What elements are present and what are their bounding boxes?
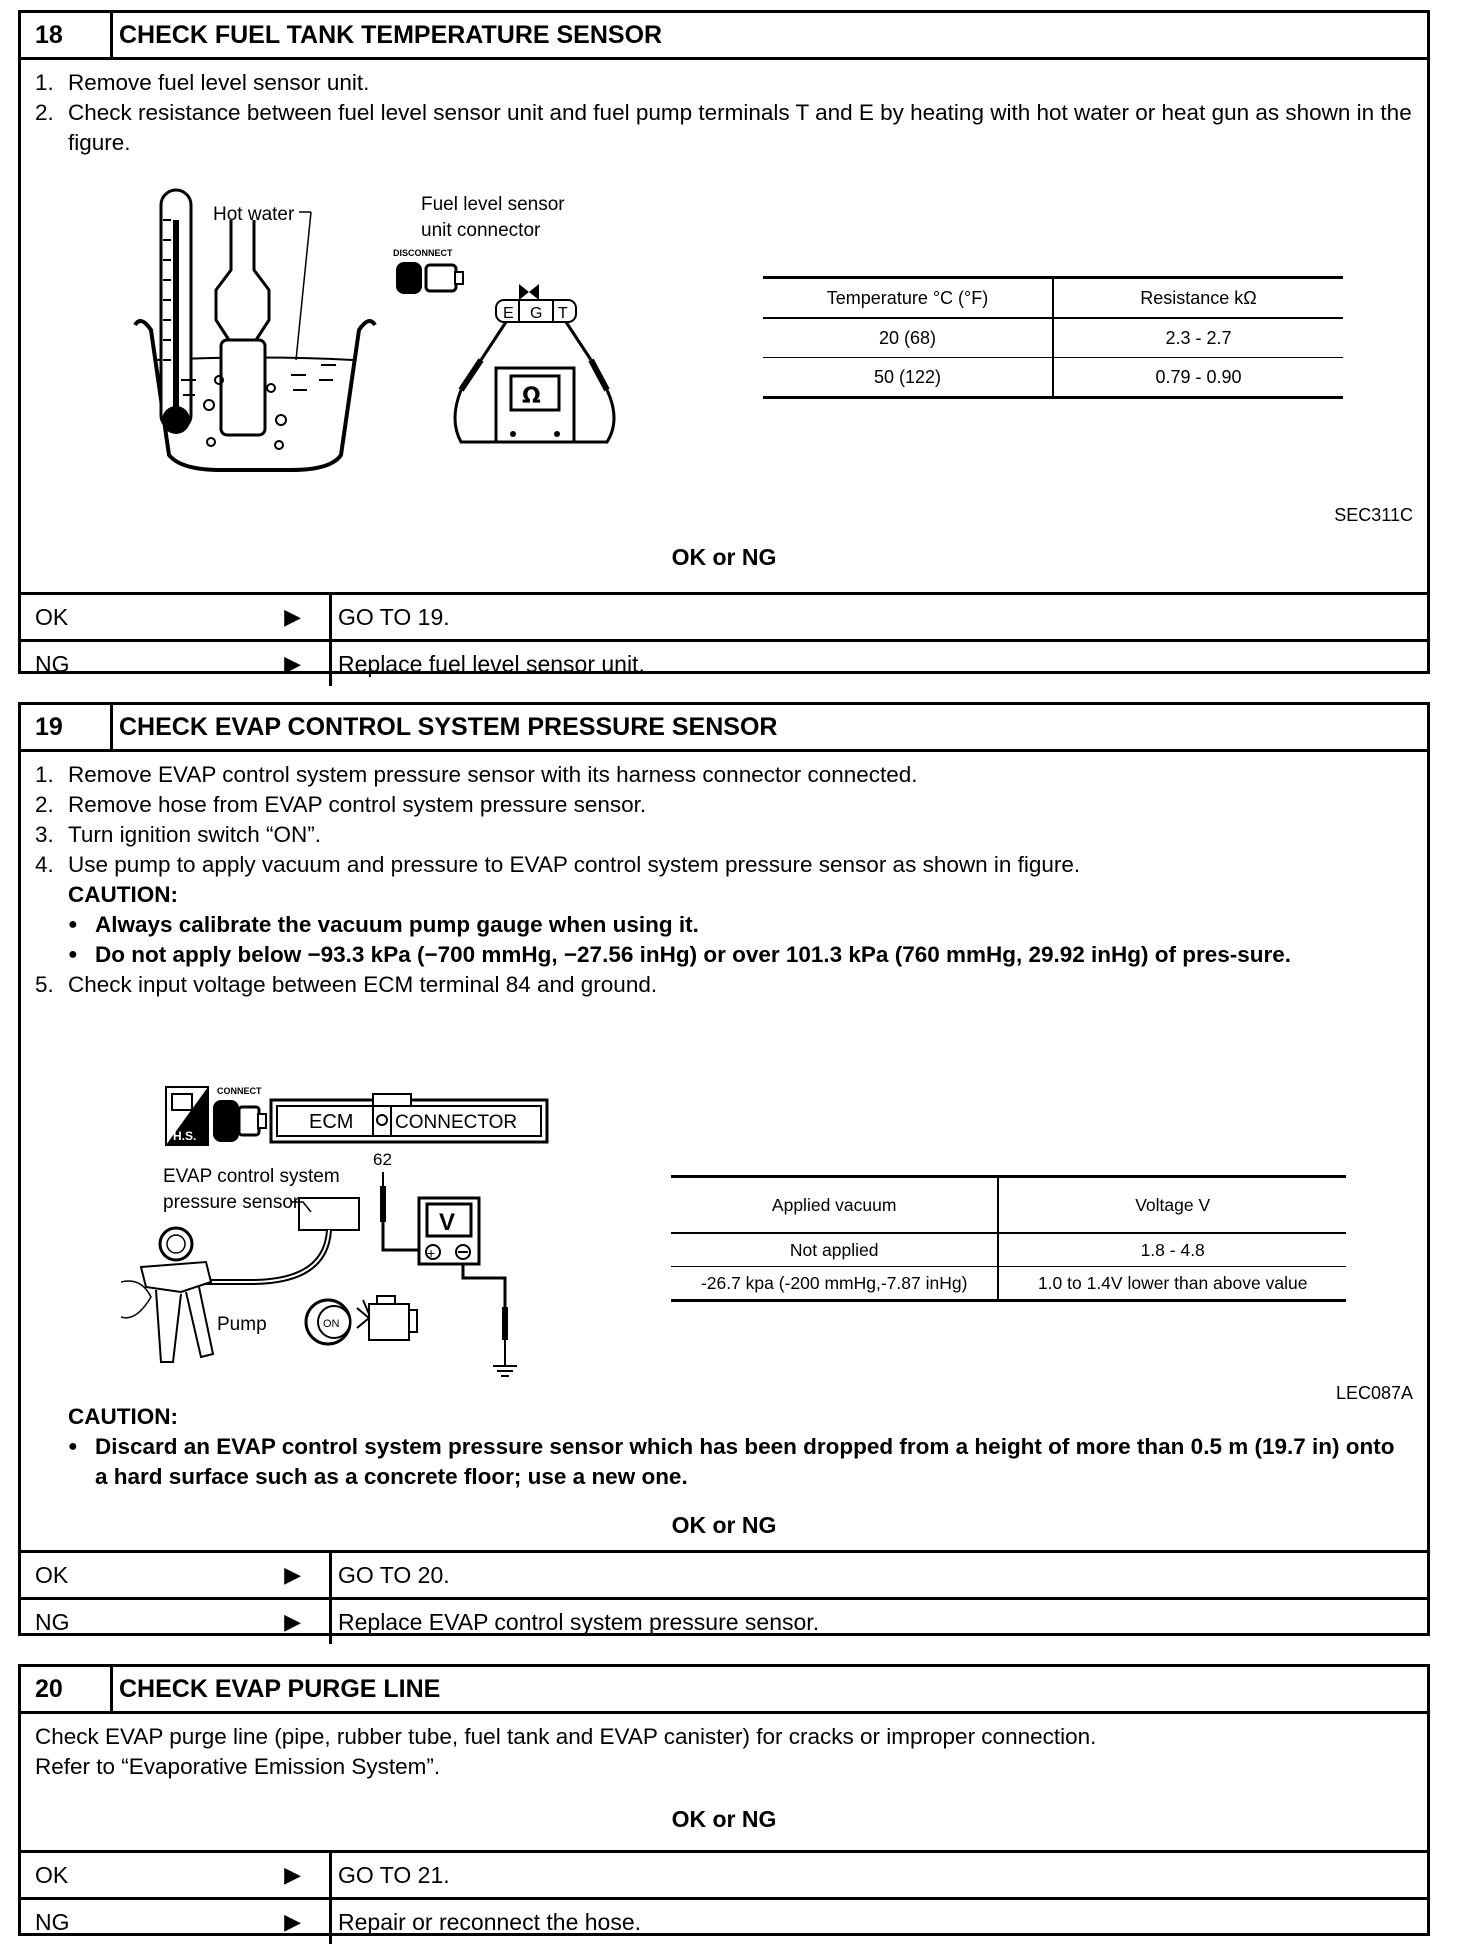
step-18-block: [18, 10, 1430, 677]
table-header: Resistance kΩ: [1053, 278, 1343, 318]
step-number: 18: [21, 13, 113, 57]
table-cell: 50 (122): [763, 358, 1053, 398]
result-row-ng: [21, 1897, 1427, 1944]
result-row-ok: [21, 1550, 1427, 1597]
instruction-item: 2. Check resistance between fuel level sensor unit and fuel pump terminals T and E by heating with hot water or heat gun as shown in the figure.: [35, 100, 1412, 155]
body-text: Check EVAP purge line (pipe, rubber tube, fuel tank and EVAP canister) for cracks or improper connection.: [35, 1724, 1097, 1749]
sensor-connector-label-line1: Fuel level sensor: [421, 194, 565, 215]
instruction-item: 1. Remove fuel level sensor unit.: [35, 70, 370, 95]
result-action: Repair or reconnect the hose.: [338, 1908, 642, 1935]
instruction-item: 5. Check input voltage between ECM terminal 84 and ground.: [35, 972, 658, 997]
figure-code: LEC087A: [1335, 1383, 1413, 1403]
result-label: OK: [35, 1561, 69, 1588]
result-action: Replace EVAP control system pressure sensor.: [338, 1608, 820, 1635]
step-18-header: [21, 13, 1427, 60]
instruction-list: [21, 60, 1427, 158]
step-number: 19: [21, 705, 113, 749]
figure-code: SEC311C: [1334, 505, 1413, 525]
step-20-body: [21, 1714, 1427, 1850]
voltage-spec-table: [671, 1175, 1346, 1302]
svg-text:ON: ON: [323, 1318, 340, 1330]
table-cell: 0.79 - 0.90: [1155, 367, 1242, 387]
caution-heading: CAUTION:: [68, 882, 178, 907]
body-text: Refer to “Evaporative Emission System”.: [35, 1754, 441, 1779]
hot-water-label: Hot water: [213, 204, 295, 225]
fuel-sensor-heating-figure: [121, 180, 661, 510]
table-header: Voltage V: [998, 1177, 1346, 1233]
table-cell: 2.3 - 2.7: [1053, 318, 1343, 358]
voltmeter-icon: V: [439, 1209, 456, 1236]
caution-item: ● Discard an EVAP control system pressure sensor which has been dropped from a height of more than 0.5 m (19.7 in) onto a hard surface such as a concrete floor; use a new one.: [68, 1432, 1427, 1492]
step-20-block: [18, 1664, 1430, 1936]
terminal-t-label: T: [558, 305, 568, 322]
step-title: CHECK EVAP CONTROL SYSTEM PRESSURE SENSOR: [119, 712, 778, 741]
caution-item: ● Do not apply below −93.3 kPa (−700 mmHg, −27.56 inHg) or over 101.3 kPa (760 mmHg, 29.92 inHg) of pres-sure.: [68, 940, 1427, 970]
terminal-e-label: E: [503, 305, 514, 322]
sensor-connector-label-line2: unit connector: [421, 220, 541, 241]
result-row-ok: [21, 592, 1427, 639]
connect-icon: [213, 1100, 266, 1142]
pump-label: Pump: [217, 1314, 267, 1335]
table-cell: 1.0 to 1.4V lower than above value: [1037, 1273, 1308, 1293]
sensor-label-line2: pressure sensor: [163, 1192, 300, 1213]
result-label: NG: [35, 650, 70, 677]
arrow-right-icon: ▶: [284, 1562, 301, 1587]
caution-list: [21, 910, 1427, 970]
ohm-icon: Ω: [522, 384, 541, 409]
step-20-header: [21, 1667, 1427, 1714]
step-title: CHECK FUEL TANK TEMPERATURE SENSOR: [119, 20, 663, 49]
table-cell: 20 (68): [763, 318, 1053, 358]
terminal-g-label: G: [530, 305, 543, 322]
step-number: 20: [21, 1667, 113, 1711]
table-header: Temperature °C (°F): [763, 278, 1053, 318]
result-label: NG: [35, 1608, 70, 1635]
ground-icon: [493, 1366, 517, 1376]
ignition-key-icon: [306, 1300, 350, 1344]
step-19-block: [18, 702, 1430, 1636]
instruction-list: [21, 752, 1427, 880]
arrow-right-icon: ▶: [284, 1609, 301, 1634]
result-action: Replace fuel level sensor unit.: [338, 650, 645, 677]
bullet-icon: ●: [68, 946, 78, 963]
result-action: GO TO 21.: [338, 1861, 450, 1888]
arrow-right-icon: ▶: [284, 604, 301, 629]
connect-label: CONNECT: [217, 1086, 262, 1096]
ok-or-ng-heading: OK or NG: [671, 544, 777, 570]
disconnect-icon: [396, 262, 463, 294]
caution-heading: CAUTION:: [68, 1404, 178, 1429]
table-cell: 1.8 - 4.8: [998, 1233, 1346, 1267]
arrow-right-icon: ▶: [284, 651, 301, 676]
sensor-label-line1: EVAP control system: [163, 1166, 340, 1187]
result-action: GO TO 20.: [338, 1561, 450, 1588]
connector-label: CONNECTOR: [395, 1112, 518, 1133]
instruction-item: 1. Remove EVAP control system pressure sensor with its harness connector connected.: [35, 762, 918, 787]
pin-number-label: 62: [373, 1150, 392, 1169]
result-label: NG: [35, 1908, 70, 1935]
caution-item: ● Always calibrate the vacuum pump gauge when using it.: [68, 910, 1427, 940]
result-label: OK: [35, 1861, 69, 1888]
result-action: GO TO 19.: [338, 603, 450, 630]
step-19-header: [21, 705, 1427, 752]
bullet-icon: ●: [68, 1438, 78, 1455]
arrow-right-icon: ▶: [284, 1862, 301, 1887]
caution-section: [21, 1402, 1427, 1492]
ok-or-ng-heading: OK or NG: [671, 1512, 777, 1538]
arrow-right-icon: ▶: [284, 1909, 301, 1934]
instruction-item: 3. Turn ignition switch “ON”.: [35, 822, 321, 847]
result-label: OK: [35, 603, 69, 630]
step-19-body: [21, 752, 1427, 1550]
bullet-icon: ●: [68, 916, 78, 933]
instruction-item: 4. Use pump to apply vacuum and pressure to EVAP control system pressure sensor as shown in figure.: [35, 852, 1081, 877]
table-cell: Not applied: [671, 1233, 998, 1267]
ecm-label: ECM: [309, 1111, 354, 1133]
table-header: Applied vacuum: [671, 1177, 998, 1233]
disconnect-label: DISCONNECT: [393, 248, 453, 258]
evap-sensor-test-figure: [121, 1082, 641, 1387]
ok-or-ng-heading: OK or NG: [671, 1806, 777, 1832]
hs-icon: [166, 1087, 208, 1145]
instruction-item: 2. Remove hose from EVAP control system pressure sensor.: [35, 792, 647, 817]
result-row-ok: [21, 1850, 1427, 1897]
table-cell: -26.7 kpa (-200 mmHg,-7.87 inHg): [671, 1267, 998, 1301]
resistance-spec-table: [763, 276, 1343, 399]
result-row-ng: [21, 1597, 1427, 1644]
caution-list: [21, 1432, 1427, 1492]
engine-icon: [357, 1296, 417, 1340]
svg-text:H.S.: H.S.: [173, 1129, 197, 1143]
svg-text:+: +: [427, 1245, 436, 1261]
result-row-ng: [21, 639, 1427, 686]
step-18-body: [21, 60, 1427, 592]
instruction-list: [21, 970, 1427, 1000]
step-title: CHECK EVAP PURGE LINE: [119, 1674, 441, 1703]
